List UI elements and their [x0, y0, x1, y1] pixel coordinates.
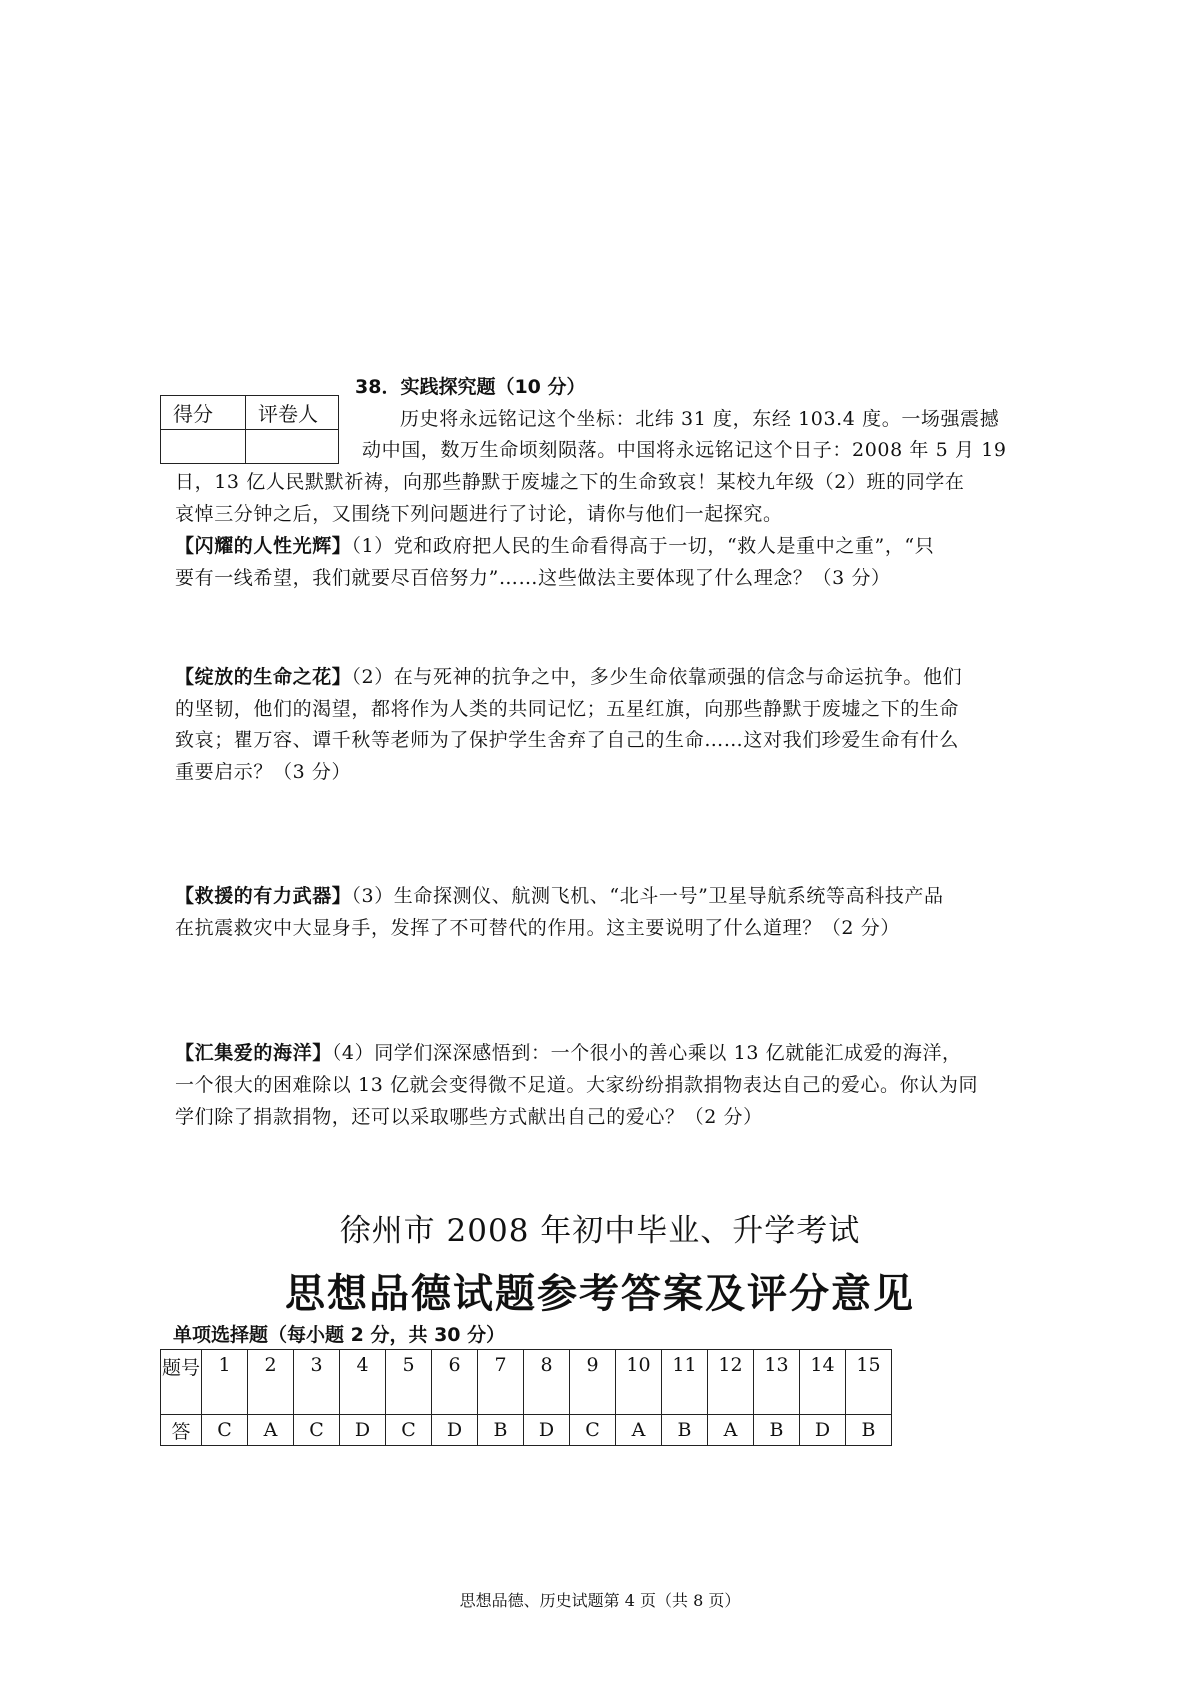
subquestion-1-line: 要有一线希望，我们就要尽百倍努力”……这些做法主要体现了什么理念？（3 分）: [175, 567, 891, 589]
subquestion-2-line: 的坚韧，他们的渴望，都将作为人类的共同记忆；五星红旗，向那些静默于废墟之下的生命: [175, 698, 960, 720]
answer-cell: D: [432, 1415, 478, 1446]
question-number-cell: 5: [386, 1350, 432, 1415]
subquestion-2-line: 致哀；瞿万容、谭千秋等老师为了保护学生舍弃了自己的生命……这对我们珍爱生命有什么: [175, 729, 960, 751]
subquestion-4: [175, 1037, 962, 1069]
question-number-cell: 6: [432, 1350, 478, 1415]
question-number-cell: 8: [524, 1350, 570, 1415]
answer-cell: B: [478, 1415, 524, 1446]
question-number-cell: 12: [708, 1350, 754, 1415]
subquestion-heading: 【闪耀的人性光辉】: [175, 535, 352, 557]
answer-cell: D: [340, 1415, 386, 1446]
score-cell: [161, 430, 246, 464]
grader-cell: [246, 430, 339, 464]
intro-line: 历史将永远铭记这个坐标：北纬 31 度，东经 103.4 度。一场强震撼: [400, 408, 1000, 430]
question-number-cell: 10: [616, 1350, 662, 1415]
intro-line: 动中国，数万生命顷刻陨落。中国将永远铭记这个日子：2008 年 5 月 19: [362, 439, 1007, 461]
answer-key-subtitle: 思想品德试题参考答案及评分意见: [285, 1271, 915, 1317]
subquestion-heading: 【救援的有力武器】: [175, 885, 352, 907]
intro-line: 哀悼三分钟之后，又围绕下列问题进行了讨论，请你与他们一起探究。: [175, 503, 783, 525]
score-box: [160, 395, 339, 464]
answer-cell: C: [386, 1415, 432, 1446]
answer-cell: A: [616, 1415, 662, 1446]
subquestion-text: （1）党和政府把人民的生命看得高于一切，“救人是重中之重”，“只: [351, 535, 935, 557]
question-number-cell: 15: [846, 1350, 892, 1415]
grader-label: 评卷人: [246, 396, 339, 430]
subquestion-text: （4）同学们深深感悟到：一个很小的善心乘以 13 亿就能汇成爱的海洋，: [331, 1042, 962, 1064]
question-number-cell: 4: [340, 1350, 386, 1415]
subquestion-3-line: 在抗震救灾中大显身手，发挥了不可替代的作用。这主要说明了什么道理？（2 分）: [175, 917, 900, 939]
subquestion-4-line: 一个很大的困难除以 13 亿就会变得微不足道。大家纷纷捐款捐物表达自己的爱心。你认为同: [175, 1074, 979, 1096]
question-number-cell: 9: [570, 1350, 616, 1415]
question-number-cell: 3: [294, 1350, 340, 1415]
answer-table: [160, 1349, 892, 1446]
answer-cell: B: [662, 1415, 708, 1446]
subquestion-text: （3）生命探测仪、航测飞机、“北斗一号”卫星导航系统等高科技产品: [351, 885, 944, 907]
subquestion-2: [175, 661, 962, 693]
answer-cell: C: [570, 1415, 616, 1446]
answer-cell: C: [294, 1415, 340, 1446]
answer-row: [161, 1415, 892, 1446]
subquestion-heading: 【绽放的生命之花】: [175, 666, 352, 688]
answer-cell: D: [800, 1415, 846, 1446]
question-number-cell: 11: [662, 1350, 708, 1415]
answer-cell: A: [708, 1415, 754, 1446]
question-number-row: [161, 1350, 892, 1415]
question-number-cell: 1: [202, 1350, 248, 1415]
subquestion-4-line: 学们除了捐款捐物，还可以采取哪些方式献出自己的爱心？（2 分）: [175, 1106, 763, 1128]
section-title: 单项选择题（每小题 2 分，共 30 分）: [173, 1324, 506, 1346]
answer-cell: C: [202, 1415, 248, 1446]
subquestion-text: （2）在与死神的抗争之中，多少生命依靠顽强的信念与命运抗争。他们: [351, 666, 963, 688]
row-header: 答: [161, 1415, 202, 1446]
question-number-cell: 14: [800, 1350, 846, 1415]
subquestion-heading: 【汇集爱的海洋】: [175, 1042, 332, 1064]
page-footer: 思想品德、历史试题第 4 页（共 8 页）: [459, 1591, 741, 1610]
subquestion-2-line: 重要启示？（3 分）: [175, 761, 352, 783]
question-number-cell: 7: [478, 1350, 524, 1415]
subquestion-1: [175, 530, 934, 562]
question-number-cell: 2: [248, 1350, 294, 1415]
answer-cell: D: [524, 1415, 570, 1446]
intro-line: 日，13 亿人民默默祈祷，向那些静默于废墟之下的生命致哀！某校九年级（2）班的同学在: [175, 471, 965, 493]
question-title: 38．实践探究题（10 分）: [355, 376, 586, 398]
score-label: 得分: [161, 396, 246, 430]
subquestion-3: [175, 880, 944, 912]
answer-key-title: 徐州市 2008 年初中毕业、升学考试: [339, 1213, 861, 1249]
answer-cell: A: [248, 1415, 294, 1446]
row-header: 题号: [161, 1350, 202, 1415]
question-number-cell: 13: [754, 1350, 800, 1415]
answer-cell: B: [846, 1415, 892, 1446]
answer-cell: B: [754, 1415, 800, 1446]
